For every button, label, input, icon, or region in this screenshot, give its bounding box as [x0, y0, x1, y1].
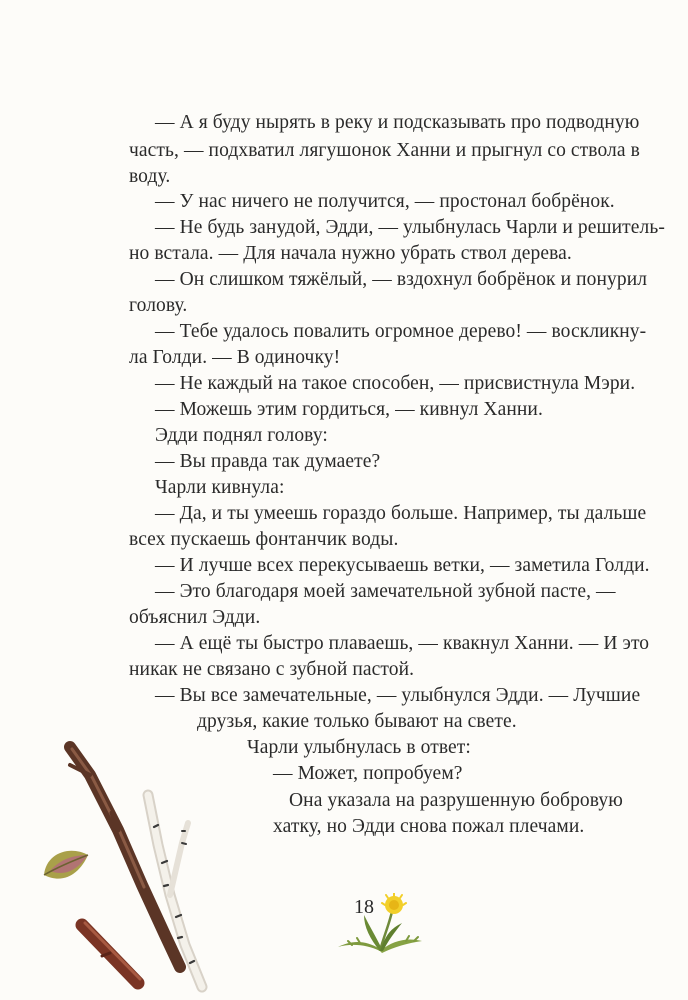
text-line: но встала. — Для начала нужно убрать ствол дерева. — [129, 243, 572, 264]
text-line: — Может, попробуем? — [273, 763, 463, 784]
text-line: — И лучше всех перекусываешь ветки, — заметила Голди. — [155, 555, 650, 576]
text-line: — У нас ничего не получится, — простонал бобрёнок. — [155, 191, 615, 212]
text-line: ла Голди. — В одиночку! — [129, 347, 341, 368]
dandelion-illustration — [330, 893, 430, 963]
text-line: — Тебе удалось повалить огромное дерево! — воскликну- — [155, 321, 647, 342]
text-line: Чарли кивнула: — [155, 477, 285, 498]
text-line: — Он слишком тяжёлый, — вздохнул бобрёнок и понурил — [155, 269, 648, 290]
text-line: — Это благодаря моей замечательной зубной пасте, — — [155, 581, 616, 602]
text-line: объяснил Эдди. — [129, 607, 261, 628]
text-line: — Вы правда так думаете? — [155, 451, 381, 472]
text-line: — А я буду нырять в реку и подсказывать про подводную — [155, 112, 640, 133]
text-line: друзья, какие только бывают на свете. — [197, 711, 517, 732]
text-line: Она указала на разрушенную бобровую — [289, 790, 623, 811]
text-line: — Не будь занудой, Эдди, — улыбнулась Чарли и решитель- — [155, 217, 665, 238]
text-line: — Вы все замечательные, — улыбнулся Эдди. — Лучшие — [155, 685, 641, 706]
text-line: — Не каждый на такое способен, — присвистнула Мэри. — [155, 373, 636, 394]
leaf-illustration — [44, 851, 88, 879]
page-number: 18 — [354, 896, 374, 918]
text-line: — А ещё ты быстро плаваешь, — квакнул Ханни. — И это — [155, 633, 650, 654]
text-line: — Да, и ты умеешь гораздо больше. Например, ты дальше — [155, 503, 647, 524]
text-line: Эдди поднял голову: — [155, 425, 328, 446]
branches-illustration — [30, 735, 240, 1000]
text-line: хатку, но Эдди снова пожал плечами. — [273, 816, 585, 837]
text-line: воду. — [129, 166, 171, 187]
text-line: Чарли улыбнулась в ответ: — [247, 737, 471, 758]
text-line: часть, — подхватил лягушонок Ханни и прыгнул со ствола в — [129, 140, 640, 161]
text-line: никак не связано с зубной пастой. — [129, 659, 415, 680]
text-line: всех пускаешь фонтанчик воды. — [129, 529, 399, 550]
text-line: — Можешь этим гордиться, — кивнул Ханни. — [155, 399, 543, 420]
text-line: голову. — [129, 295, 188, 316]
